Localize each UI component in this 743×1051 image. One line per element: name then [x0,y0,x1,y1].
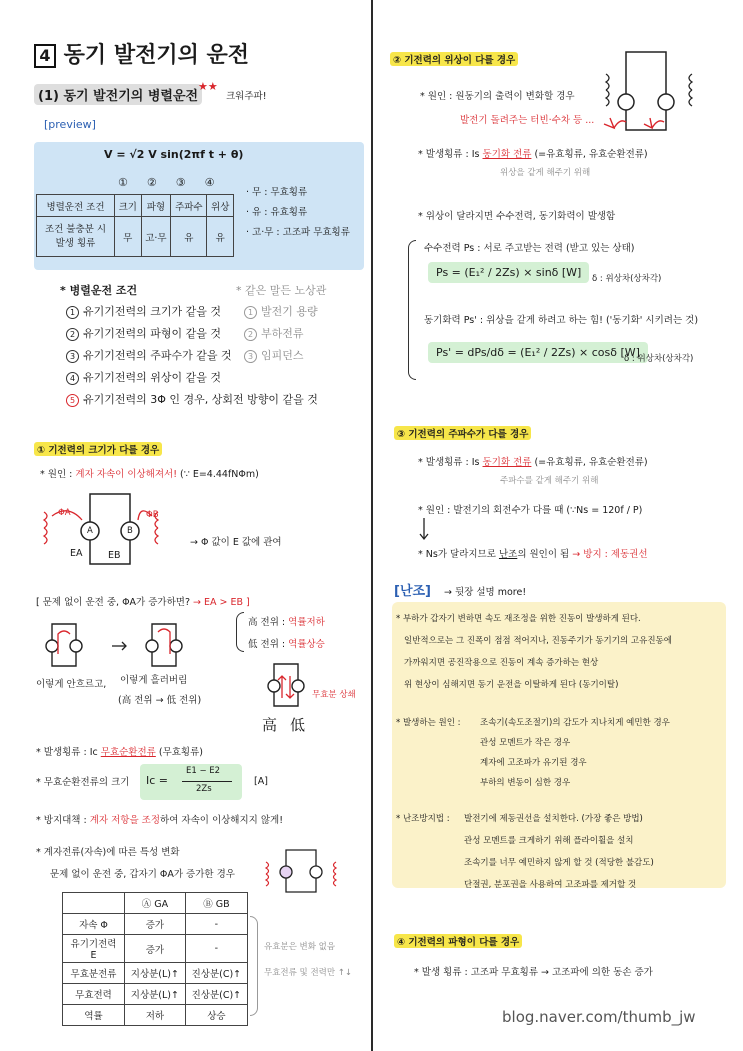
same-3: 3 임피던스 [244,347,304,363]
mag-cause: * 원인 : 계자 자속이 이상해져서! (∵ E=4.44fNΦm) [40,469,259,480]
hunting-line-4: 위 현상이 심해지면 동기 운전을 이탈하게 된다 (동기이탈) [404,680,619,690]
condition-5: 5 유기기전력의 3Φ 인 경우, 상회전 방향이 같을 것 [66,391,318,407]
cell-size: 무 [115,217,142,257]
parallel-note: 크워주파! [226,91,267,102]
phi-note: → Φ 값이 E 값에 관여 [190,537,282,548]
freq-gen-current: * 발생횡류 : Is 동기화 전류 (=유효횡류, 유효순환전류) [418,457,648,468]
field-table-brace [250,916,258,1016]
gen-A-label: A [87,526,93,536]
same-2: 2 부하전류 [244,325,304,341]
hunting-prevent-2: 관성 모멘트를 크게하기 위해 플라이휠을 설치 [464,836,634,846]
marker-1: ① [118,176,147,189]
reactive-cancel-diagram [268,660,338,710]
ps-brace [408,240,416,380]
watermark: blog.naver.com/thumb_jw [502,1008,696,1026]
reactive-note: 무효분 상쇄 [312,690,356,700]
hunting-cause-4: 부하의 변동이 심한 경우 [480,778,571,788]
ic-label: * 무효순환전류의 크기 [36,777,130,788]
pps-delta: δ : 위상차(상차각) [624,354,694,364]
ps-formula: Ps = (E₁² / 2Zs) × sinδ [W] [428,262,589,283]
phase-cause-red: 발전기 돌려주는 터빈·수차 등 ... [460,115,595,126]
th-condition: 병렬운전 조건 [37,195,115,217]
legend-3: · 고·무 : 고조파 무효횡류 [246,227,350,238]
EB-label: EB [108,550,121,561]
freq-heading: ③ 기전력의 주파수가 다를 경우 [394,426,531,440]
hunting-cause-2: 관성 모멘트가 작은 경우 [480,738,571,748]
hunting-title: [난조] [394,584,431,599]
ic-formula: Ic = E1 − E2 2Zs [140,764,242,800]
t2-r2-b: 진상분(C)↑ [185,963,247,984]
field-side-note-2: 무효전류 및 전력만 ↑↓ [264,968,353,978]
th-freq: 주파수 [171,195,207,217]
phase-heading: ② 기전력의 위상이 다를 경우 [390,52,518,66]
t2-r4-label: 역률 [63,1005,125,1026]
marker-4: ④ [204,176,234,189]
th-wave: 파형 [141,195,171,217]
t2-r4-a: 저하 [125,1005,186,1026]
t2-r1-b: - [185,935,247,963]
phase-cause: * 원인 : 원동기의 출력이 변화할 경우 [420,91,575,102]
condition-4: 4 유기기전력의 위상이 같을 것 [66,369,221,385]
pps-label: 동기화력 Ps' : 위상을 같게 하려고 하는 힘! ('동기화' 시키려는 것) [424,315,699,326]
conditions-title: * 병렬운전 조건 [60,284,138,297]
freq-gen-sub: 주파수를 같게 해주기 위해 [500,476,599,486]
mag-heading: ① 기전력의 크기가 다를 경우 [34,442,162,456]
preview-label: [preview] [44,118,96,131]
t2-h0 [63,893,125,914]
cell-freq: 유 [171,217,207,257]
hunting-prevent-label: * 난조방지법 : [396,814,450,824]
circuit-diagram-phase [596,44,726,134]
phiB-label: ΦB [146,510,159,520]
t2-r0-b: - [185,914,247,935]
freq-cause: * 원인 : 발전기의 회전수가 다를 때 (∵Ns = 120f / P) [418,505,643,516]
ps-delta: δ : 위상차(상차각) [592,274,662,284]
t2-r2-a: 지상분(L)↑ [125,963,186,984]
low-potential: 低 전위 : 역률상승 [248,639,325,650]
th-phase: 위상 [207,195,234,217]
ic-unit: [A] [254,776,268,787]
flow-label-1: 이렇게 안흐르고, [36,679,107,690]
condition-1: 1 유기기전력의 크기가 같을 것 [66,303,221,319]
t2-r3-label: 무효전력 [63,984,125,1005]
preview-markers [118,176,234,189]
mag-question: [ 문제 없이 운전 중, ΦA가 증가하면? → EA > EB ] [36,597,250,608]
flow-diagram-1 [44,620,244,670]
hunting-line-2: 일반적으로는 그 진폭이 점점 적어지나, 진동주기가 동기기의 고유진동에 [404,636,672,646]
circuit-diagram-small [262,846,342,896]
high-char: 高 [262,716,278,734]
condition-2: 2 유기기전력의 파형이 같을 것 [66,325,221,341]
t2-h2: Ⓑ GB [185,893,247,914]
marker-2: ② [146,176,176,189]
freq-result: * Ns가 달라지므로 난조의 원인이 됨 → 방지 : 제동권선 [418,549,648,560]
t2-r0-label: 자속 Φ [63,914,125,935]
flow-label-2: 이렇게 흘러버림 [120,675,188,686]
preview-table [36,194,234,257]
hunting-prevent-1: 발전기에 제동권선을 설치한다. (가장 좋은 방법) [464,814,643,824]
phiA-label: ΦA [58,508,71,518]
same-title: * 같은 말든 노상관 [236,284,327,297]
ps-label: 수수전력 Ps : 서로 주고받는 전력 (받고 있는 상태) [424,243,635,254]
hunting-more: → 뒷장 설명 more! [444,587,527,598]
legend-2: · 유 : 유효횡류 [246,207,308,218]
wave-line: * 발생 횡류 : 고조파 무효횡류 → 고조파에 의한 동손 증가 [414,967,653,978]
EA-label: EA [70,548,83,559]
t2-r3-a: 지상분(L)↑ [125,984,186,1005]
flow-label-3: (高 전위 → 低 전위) [118,695,202,706]
t2-r1-label: 유기기전력 E [63,935,125,963]
t2-h1: Ⓐ GA [125,893,186,914]
t2-r1-a: 증가 [125,935,186,963]
row-label: 조건 불충분 시 발생 횡류 [37,217,115,257]
column-divider [371,0,373,1051]
gen-B-label: B [127,526,133,536]
hunting-cause-label: * 발생하는 원인 : [396,718,461,728]
preview-formula: V = √2 V sin(2πf t + θ) [104,148,244,161]
low-char: 低 [290,716,306,734]
t2-r0-a: 증가 [125,914,186,935]
phase-occurs: * 위상이 달라지면 수수전력, 동기화력이 발생함 [418,211,616,222]
phase-gen-current: * 발생횡류 : Is 동기화 전류 (=유효횡류, 유효순환전류) [418,149,648,160]
parallel-heading: (1) 동기 발전기의 병렬운전 [34,84,202,105]
t2-r3-b: 진상분(C)↑ [185,984,247,1005]
t2-r2-label: 무효분전류 [63,963,125,984]
freq-down-arrow [418,516,430,542]
hunting-line-3: 가까워지면 공진작용으로 진동이 계속 증가하는 현상 [404,658,599,668]
page-title [34,38,249,69]
th-size: 크기 [115,195,142,217]
same-1: 1 발전기 용량 [244,303,318,319]
hunting-prevent-3: 조속기를 너무 예민하지 않게 할 것 (적당한 불감도) [464,858,654,868]
cell-wave: 고·무 [141,217,171,257]
hunting-cause-3: 계자에 고조파가 유기된 경우 [480,758,587,768]
field-subtitle: 문제 없이 운전 중, 갑자기 ΦA가 증가한 경우 [50,869,235,880]
title-number-box: 4 [34,44,56,68]
cell-phase: 유 [207,217,234,257]
mag-prevent: * 방지대책 : 계자 저항을 조정하여 자속이 이상해지지 않게! [36,815,284,826]
condition-3: 3 유기기전력의 주파수가 같을 것 [66,347,232,363]
mag-gen-current: * 발생횡류 : Ic 무효순환전류 (무효횡류) [36,747,203,758]
pps-formula: Ps' = dPs/dδ = (E₁² / 2Zs) × cosδ [W] [428,342,648,363]
high-potential: 高 전위 : 역률저하 [248,617,325,628]
field-title: * 계자전류(자속)에 따른 특성 변화 [36,847,180,858]
field-side-note-1: 유효분은 변화 없음 [264,942,336,952]
hunting-line-1: * 부하가 갑자기 변하면 속도 재조정을 위한 진동이 발생하게 된다. [396,614,641,624]
title-text: 동기 발전기의 운전 [63,43,250,68]
t2-r4-b: 상승 [185,1005,247,1026]
parallel-stars: ★★ [198,80,218,93]
wave-heading: ④ 기전력의 파형이 다를 경우 [394,934,522,948]
phase-gen-sub: 위상을 같게 해주기 위해 [500,168,591,178]
field-table [62,892,248,1026]
hunting-prevent-4: 단절권, 분포권을 사용하여 고조파를 제거할 것 [464,880,637,890]
legend-1: · 무 : 무효횡류 [246,187,308,198]
hunting-cause-1: 조속기(속도조절기)의 감도가 지나치게 예민한 경우 [480,718,670,728]
potential-brace [236,612,244,652]
marker-3: ③ [175,176,205,189]
